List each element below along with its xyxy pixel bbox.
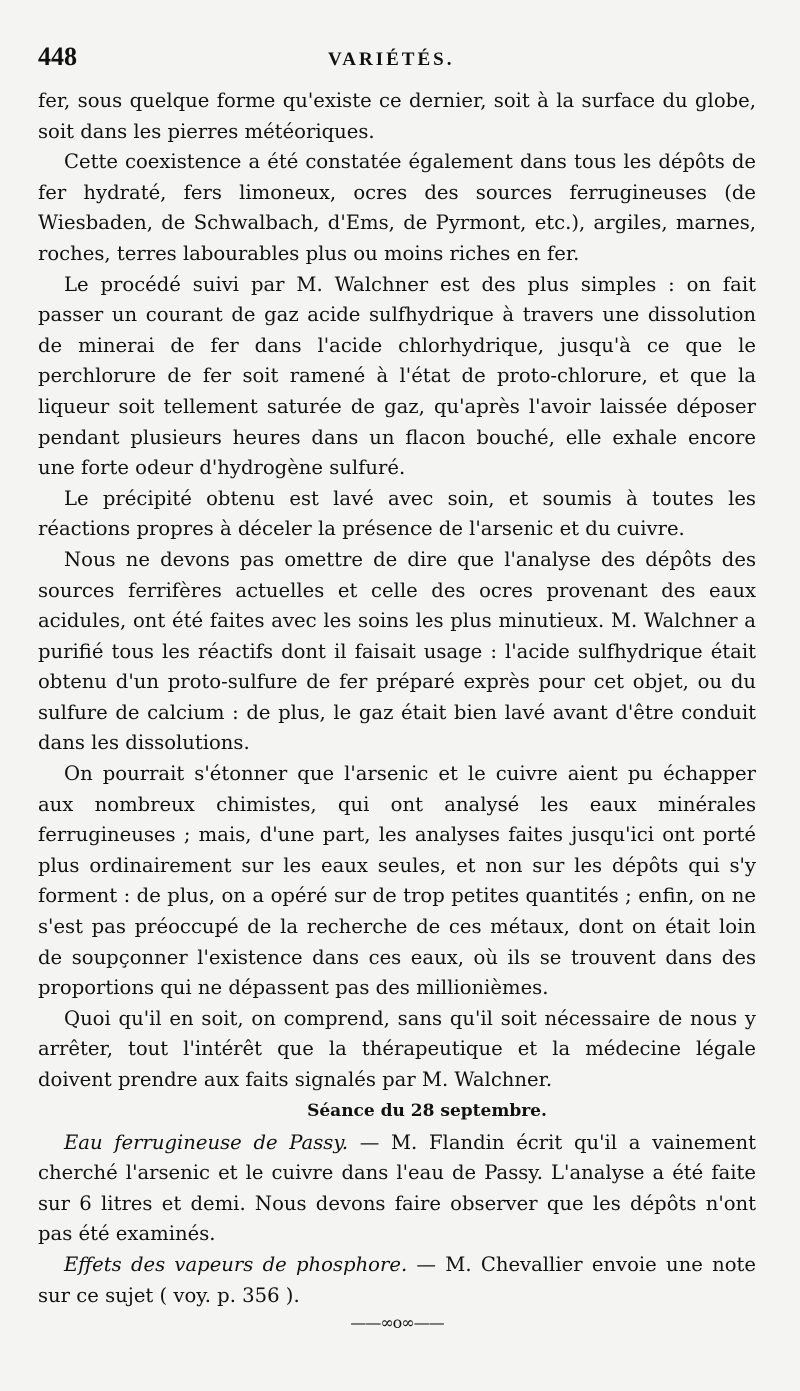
ornament-divider: ——∞o∞—— — [350, 1313, 444, 1333]
sitting-heading: Séance du 28 septembre. — [307, 1100, 547, 1121]
body-text — [38, 86, 756, 1311]
paragraph: fer, sous quelque forme qu'existe ce dernier, soit à la surface du globe, soit dans les pierres météoriques. — [38, 89, 756, 143]
running-head — [38, 42, 756, 86]
entry-paragraph — [38, 1250, 756, 1311]
paragraph: On pourrait s'étonner que l'arsenic et le cuivre aient pu échapper aux nombreux chimistes, qui ont analysé les eaux minérales ferrugineuses ; mais, d'une part, les analyses faites jusqu'ici ont porté plus ordinairement sur les eaux seules, et non sur les dépôts qui s'y forment : de plus, on a opéré sur de trop petites quantités ; enfin, on ne s'est pas préoccupé de la recherche de ces métaux, dont on était loin de soupçonner l'existence dans ces eaux, où ils se trouvent dans des proportions qui ne dépassent pas des millionièmes. — [38, 762, 756, 1000]
entry-paragraph — [38, 1128, 756, 1250]
running-title: VARIÉTÉS. — [328, 49, 455, 70]
paragraph: Le précipité obtenu est lavé avec soin, et soumis à toutes les réactions propres à déceler la présence de l'arsenic et du cuivre. — [38, 486, 756, 541]
paragraph: Cette coexistence a été constatée également dans tous les dépôts de fer hydraté, fers limoneux, ocres des sources ferrugineuses (de Wiesbaden, de Schwalbach, d'Ems, de Pyrmont, etc.), argiles, marnes, roches, terres labourables plus ou moins riches en fer. — [38, 150, 756, 265]
page-number: 448 — [38, 42, 77, 71]
entry-rubric: Effets des vapeurs de phosphore. — [64, 1252, 408, 1276]
paragraph: Le procédé suivi par M. Walchner est des plus simples : on fait passer un courant de gaz acide sulfhydrique à travers une dissolution de minerai de fer dans l'acide chlorhydrique, jusqu'à ce que le perchlorure de fer soit ramené à l'état de proto-chlorure, et que la liqueur soit tellement saturée de gaz, qu'après l'avoir laissée déposer pendant plusieurs heures dans un flacon bouché, elle exhale encore une forte odeur d'hydrogène sulfuré. — [38, 272, 756, 480]
paragraph: Nous ne devons pas omettre de dire que l'analyse des dépôts des sources ferrifères actuelles et celle des ocres provenant des eaux acidules, ont été faites avec les soins les plus minutieux. M. Walchner a purifié tous les réactifs dont il faisait usage : l'acide sulfhydrique était obtenu d'un proto-sulfure de fer préparé exprès pour cet objet, ou du sulfure de calcium : de plus, le gaz était bien lavé avant d'être conduit dans les dissolutions. — [38, 547, 756, 755]
entry-rubric: Eau ferrugineuse de Passy. — [64, 1130, 349, 1154]
entry-text: — M. Flandin écrit qu'il a vainement cherché l'arsenic et le cuivre dans l'eau de Passy. L'analyse a été faite sur 6 litres et demi. Nous devons faire observer que les dépôts n'ont pas été examinés. — [38, 1130, 756, 1246]
paragraph: Quoi qu'il en soit, on comprend, sans qu'il soit nécessaire de nous y arrêter, tout l'intérêt que la thérapeutique et la médecine légale doivent prendre aux faits signalés par M. Walchner. — [38, 1006, 756, 1091]
entry-text: — M. Chevallier envoie une note sur ce sujet ( voy. p. 356 ). — [38, 1252, 756, 1307]
